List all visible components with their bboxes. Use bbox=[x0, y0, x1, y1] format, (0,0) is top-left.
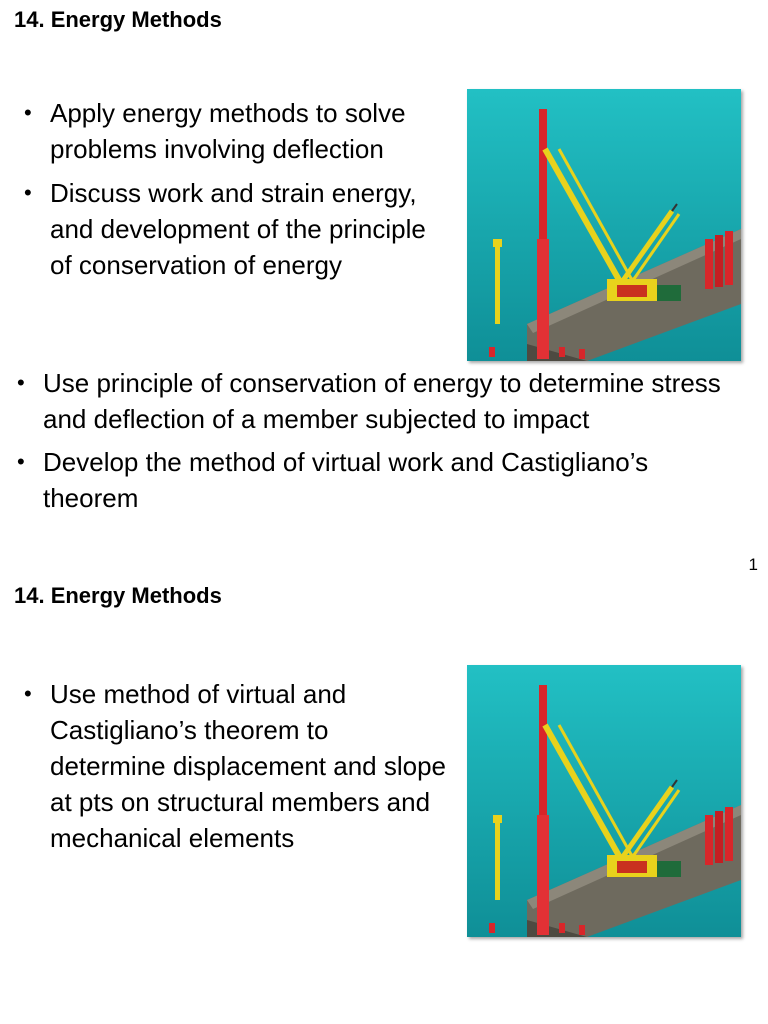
bullet-text: Apply energy methods to solve problems involving deflection bbox=[50, 98, 406, 164]
bullet-item bbox=[24, 95, 450, 167]
bullet-list bbox=[24, 676, 450, 856]
bullet-list bbox=[17, 365, 743, 516]
bullet-text: Use method of virtual and Castigliano’s theorem to determine displacement and slope at pts on structural members and mechanical elements bbox=[50, 679, 447, 853]
bullet-text: Use principle of conservation of energy to determine stress and deflection of a member subjected to impact bbox=[43, 368, 721, 434]
bullet-item bbox=[17, 444, 743, 516]
bullet-item bbox=[24, 175, 450, 283]
slide-2 bbox=[0, 576, 768, 1024]
bullet-item bbox=[24, 676, 450, 856]
bullet-glyph: • bbox=[17, 370, 25, 395]
bullet-glyph: • bbox=[24, 100, 32, 125]
page-number: 1 bbox=[748, 555, 758, 574]
bullet-item bbox=[17, 365, 743, 437]
bullet-text: Develop the method of virtual work and Castigliano’s theorem bbox=[43, 447, 649, 513]
slide-title: 14. Energy Methods bbox=[14, 7, 222, 32]
bullet-text: Discuss work and strain energy, and development of the principle of conservation of energy bbox=[50, 178, 426, 280]
crane-barge-photo bbox=[467, 89, 741, 361]
bullet-glyph: • bbox=[24, 681, 32, 706]
bullet-glyph: • bbox=[17, 449, 25, 474]
bullet-list bbox=[24, 95, 450, 283]
bullet-glyph: • bbox=[24, 180, 32, 205]
slide-title: 14. Energy Methods bbox=[14, 583, 222, 608]
crane-barge-photo bbox=[467, 665, 741, 937]
